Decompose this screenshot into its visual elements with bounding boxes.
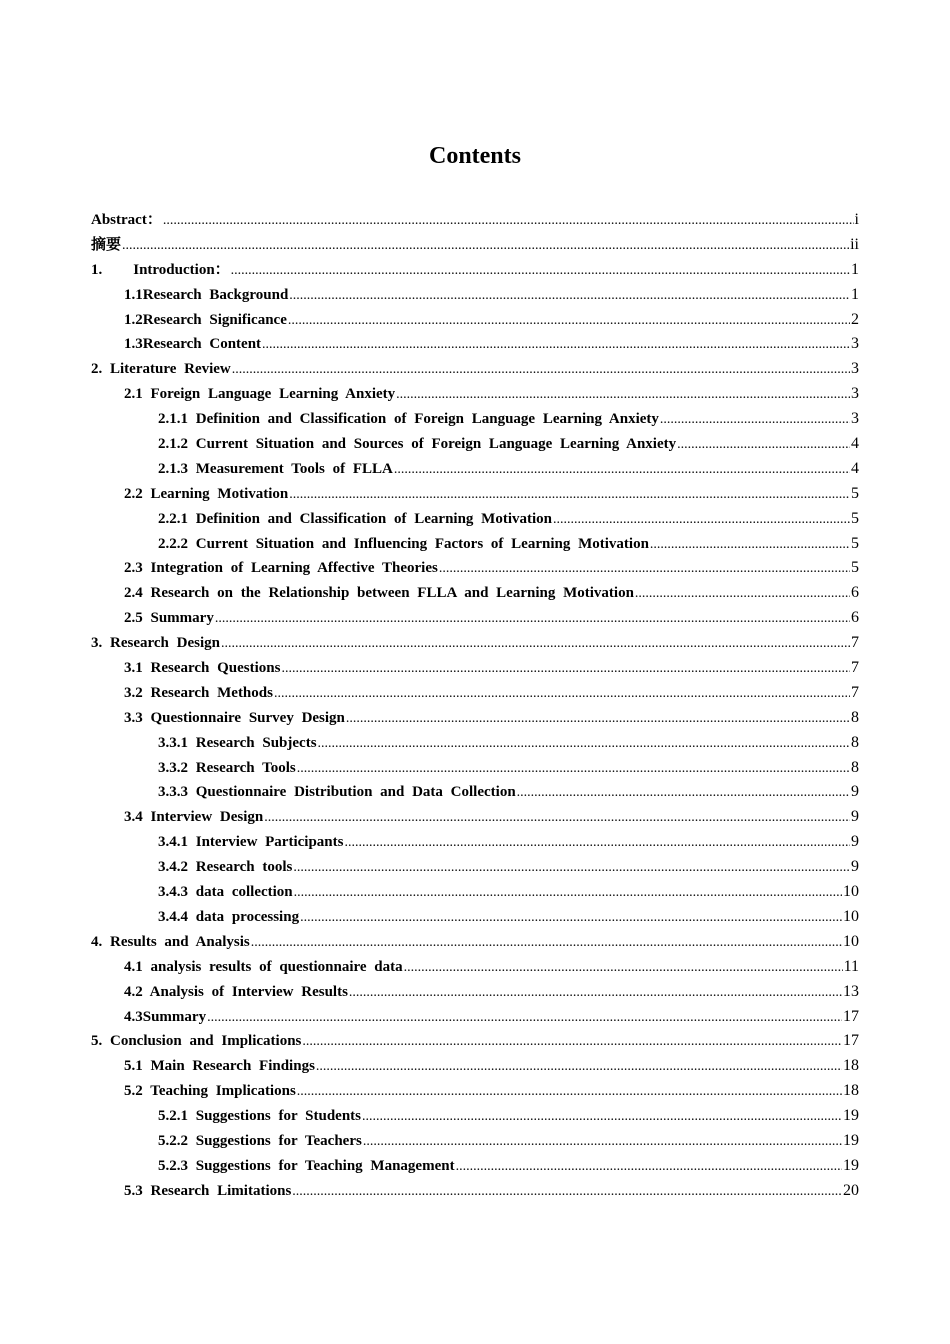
toc-entry-page: 18	[843, 1082, 859, 1100]
toc-entry[interactable]	[91, 258, 859, 283]
toc-leader-dots	[297, 1080, 842, 1105]
toc-entry-label: 5.2.2 Suggestions for Teachers	[158, 1132, 362, 1149]
toc-entry[interactable]	[91, 955, 859, 980]
toc-entry-label: 5. Conclusion and Implications	[91, 1033, 302, 1050]
toc-leader-dots	[396, 383, 850, 408]
toc-entry-page: 5	[851, 559, 859, 577]
toc-leader-dots	[122, 234, 849, 259]
toc-entry-page: 9	[851, 783, 859, 801]
toc-leader-dots	[456, 1155, 842, 1180]
toc-entry[interactable]	[91, 208, 859, 233]
toc-entry-page: 1	[851, 260, 859, 278]
toc-entry-label: 5.2.1 Suggestions for Students	[158, 1108, 362, 1125]
page-title: Contents	[428, 143, 521, 169]
toc-entry-label: 2.2.1 Definition and Classification of Learning Motivation	[158, 510, 553, 527]
toc-entry-page: 5	[851, 509, 859, 527]
toc-leader-dots	[289, 284, 850, 309]
toc-entry[interactable]	[91, 930, 859, 955]
toc-entry-page: 2	[851, 310, 859, 328]
toc-entry-label: 1.1Research Background	[124, 286, 289, 303]
toc-entry-label: 2.5 Summary	[124, 610, 214, 627]
toc-entry[interactable]	[91, 1029, 859, 1054]
toc-entry[interactable]	[91, 905, 859, 930]
toc-entry-label: 3.3.1 Research Subjects	[158, 734, 317, 751]
toc-entry-page: 1	[851, 285, 859, 303]
toc-entry-page: 4	[851, 435, 859, 453]
toc-entry-label: 1. Introduction：	[91, 261, 230, 278]
toc-entry-page: ii	[850, 235, 859, 253]
toc-entry[interactable]	[91, 1179, 859, 1204]
toc-entry-page: 8	[851, 758, 859, 776]
toc-entry-page: 7	[851, 659, 859, 677]
toc-entry-label: 3.4.4 data processing	[158, 908, 300, 925]
toc-leader-dots	[221, 632, 850, 657]
toc-leader-dots	[362, 1105, 842, 1130]
toc-leader-dots	[274, 682, 850, 707]
toc-leader-dots	[344, 831, 850, 856]
toc-entry-label: 2.4 Research on the Relationship between FLLA and Learning Motivation	[124, 585, 634, 602]
toc-entry[interactable]	[91, 1104, 859, 1129]
toc-entry[interactable]	[91, 830, 859, 855]
toc-entry-label: 2.2.2 Current Situation and Influencing Factors of Learning Motivation	[158, 535, 649, 552]
toc-entry-label: 3.1 Research Questions	[124, 660, 281, 677]
toc-leader-dots	[215, 607, 850, 632]
toc-entry[interactable]	[91, 606, 859, 631]
toc-entry-page: 18	[843, 1057, 859, 1075]
toc-entry-page: 13	[843, 982, 859, 1000]
toc-entry-label: 2.1 Foreign Language Learning Anxiety	[124, 386, 396, 403]
toc-entry-page: 8	[851, 733, 859, 751]
toc-entry-page: 11	[843, 957, 859, 975]
toc-leader-dots	[231, 259, 850, 284]
toc-entry-page: 4	[851, 459, 859, 477]
toc-entry-label: 4.1 analysis results of questionnaire data	[124, 958, 403, 975]
toc-entry-label: 4.3Summary	[124, 1008, 207, 1025]
toc-leader-dots	[292, 1180, 842, 1205]
toc-entry-label: 4. Results and Analysis	[91, 933, 250, 950]
toc-entry-label: 3.3.2 Research Tools	[158, 759, 296, 776]
toc-entry[interactable]	[91, 581, 859, 606]
toc-entry[interactable]	[91, 1079, 859, 1104]
toc-entry[interactable]	[91, 407, 859, 432]
toc-entry-label: 3.3 Questionnaire Survey Design	[124, 709, 345, 726]
toc-entry-page: 9	[851, 833, 859, 851]
toc-leader-dots	[288, 309, 850, 334]
toc-entry-page: 9	[851, 858, 859, 876]
toc-entry-page: 3	[851, 385, 859, 403]
toc-leader-dots	[660, 408, 850, 433]
toc-entry[interactable]	[91, 556, 859, 581]
toc-entry-label: 5.1 Main Research Findings	[124, 1058, 315, 1075]
toc-leader-dots	[439, 557, 850, 582]
toc-leader-dots	[650, 533, 850, 558]
toc-entry-page: 19	[843, 1107, 859, 1125]
toc-leader-dots	[363, 1130, 842, 1155]
toc-entry-label: 3.4 Interview Design	[124, 809, 264, 826]
toc-entry-label: 2.3 Integration of Learning Affective Theories	[124, 560, 438, 577]
toc-entry-label: 3. Research Design	[91, 635, 220, 652]
toc-leader-dots	[318, 732, 850, 757]
toc-entry-label: 3.4.3 data collection	[158, 884, 293, 901]
toc-entry-page: 9	[851, 808, 859, 826]
toc-entry-page: 10	[843, 907, 859, 925]
toc-entry-page: 10	[843, 932, 859, 950]
toc-leader-dots	[404, 956, 843, 981]
toc-entry[interactable]	[91, 332, 859, 357]
toc-leader-dots	[293, 856, 850, 881]
toc-leader-dots	[297, 757, 850, 782]
toc-leader-dots	[232, 358, 850, 383]
toc-entry-page: 19	[843, 1156, 859, 1174]
toc-leader-dots	[294, 881, 842, 906]
toc-entry-page: 3	[851, 410, 859, 428]
toc-entry[interactable]	[91, 855, 859, 880]
toc-leader-dots	[262, 333, 850, 358]
toc-entry[interactable]	[91, 457, 859, 482]
toc-entry[interactable]	[91, 283, 859, 308]
toc-leader-dots	[394, 458, 850, 483]
toc-entry-page: 3	[851, 335, 859, 353]
toc-entry[interactable]	[91, 1054, 859, 1079]
toc-entry[interactable]	[91, 357, 859, 382]
toc-entry-label: 5.3 Research Limitations	[124, 1182, 292, 1199]
toc-entry-page: 3	[851, 360, 859, 378]
toc-entry-label: 1.2Research Significance	[124, 311, 287, 328]
toc-entry-label: Abstract：	[91, 212, 162, 228]
toc-entry-label: 2.1.2 Current Situation and Sources of Foreign Language Learning Anxiety	[158, 436, 677, 453]
toc-leader-dots	[346, 707, 850, 732]
toc-entry-page: 7	[851, 634, 859, 652]
toc-entry-label: 3.3.3 Questionnaire Distribution and Data Collection	[158, 784, 516, 801]
toc-leader-dots	[517, 781, 850, 806]
toc-entry-page: 19	[843, 1131, 859, 1149]
toc-entry[interactable]	[91, 756, 859, 781]
toc-entry[interactable]	[91, 1129, 859, 1154]
toc-leader-dots	[207, 1006, 842, 1031]
toc-leader-dots	[349, 981, 842, 1006]
toc-entry-page: 6	[851, 584, 859, 602]
toc-entry[interactable]	[91, 706, 859, 731]
toc-entry-page: 20	[843, 1181, 859, 1199]
toc-leader-dots	[635, 582, 850, 607]
toc-entry-label: 3.2 Research Methods	[124, 684, 273, 701]
toc-leader-dots	[251, 931, 842, 956]
toc-entry-page: i	[854, 211, 859, 228]
toc-entry[interactable]	[91, 1005, 859, 1030]
toc-entry-label: 2. Literature Review	[91, 361, 231, 378]
toc-entry-label: 摘要	[91, 236, 122, 253]
toc-entry-page: 7	[851, 683, 859, 701]
toc-entry-label: 3.4.2 Research tools	[158, 859, 293, 876]
toc-entry[interactable]	[91, 805, 859, 830]
table-of-contents	[91, 208, 859, 1204]
toc-entry[interactable]	[91, 656, 859, 681]
toc-entry[interactable]	[91, 631, 859, 656]
toc-entry[interactable]	[91, 880, 859, 905]
toc-entry[interactable]	[91, 382, 859, 407]
toc-leader-dots	[163, 209, 854, 234]
toc-entry-label: 2.1.3 Measurement Tools of FLLA	[158, 460, 393, 477]
toc-entry-label: 2.1.1 Definition and Classification of Foreign Language Learning Anxiety	[158, 411, 659, 428]
toc-entry-page: 17	[843, 1007, 859, 1025]
toc-entry[interactable]	[91, 507, 859, 532]
toc-entry-label: 3.4.1 Interview Participants	[158, 834, 344, 851]
toc-leader-dots	[264, 806, 850, 831]
toc-entry[interactable]	[91, 731, 859, 756]
toc-leader-dots	[300, 906, 842, 931]
toc-entry-page: 8	[851, 708, 859, 726]
toc-entry[interactable]	[91, 1154, 859, 1179]
toc-entry[interactable]	[91, 233, 859, 258]
toc-leader-dots	[281, 657, 850, 682]
toc-entry-page: 5	[851, 484, 859, 502]
toc-entry-label: 5.2 Teaching Implications	[124, 1083, 296, 1100]
toc-leader-dots	[677, 433, 850, 458]
toc-leader-dots	[302, 1030, 842, 1055]
toc-entry[interactable]	[91, 980, 859, 1005]
toc-entry[interactable]	[91, 780, 859, 805]
toc-entry-page: 6	[851, 609, 859, 627]
toc-entry-page: 5	[851, 534, 859, 552]
toc-leader-dots	[289, 483, 850, 508]
toc-entry[interactable]	[91, 681, 859, 706]
toc-leader-dots	[553, 508, 850, 533]
toc-entry-page: 17	[843, 1032, 859, 1050]
toc-entry-label: 2.2 Learning Motivation	[124, 485, 289, 502]
toc-leader-dots	[316, 1055, 842, 1080]
toc-entry[interactable]	[91, 532, 859, 557]
toc-entry-label: 5.2.3 Suggestions for Teaching Management	[158, 1157, 455, 1174]
toc-entry[interactable]	[91, 482, 859, 507]
toc-entry[interactable]	[91, 432, 859, 457]
toc-entry-label: 1.3Research Content	[124, 336, 262, 353]
toc-entry-label: 4.2 Analysis of Interview Results	[124, 983, 348, 1000]
toc-entry-page: 10	[843, 883, 859, 901]
toc-entry[interactable]	[91, 308, 859, 333]
